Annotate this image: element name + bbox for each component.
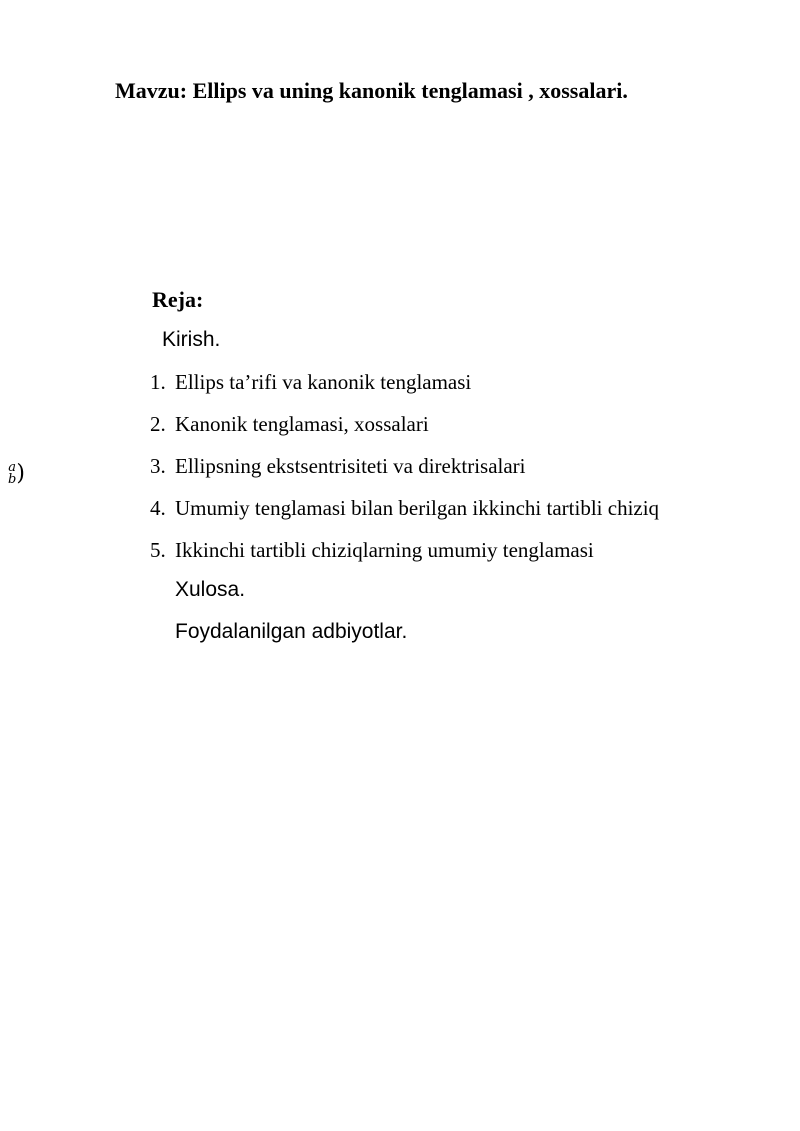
plan-heading: Reja: bbox=[152, 287, 204, 312]
references-item: Foydalanilgan adbiyotlar. bbox=[175, 620, 408, 643]
margin-mark-top: a bbox=[8, 460, 17, 475]
plan-list bbox=[150, 369, 659, 579]
plan-item bbox=[150, 369, 659, 411]
plan-item bbox=[150, 411, 659, 453]
plan-item-text: Umumiy tenglamasi bilan berilgan ikkinchi tartibli chiziq bbox=[175, 496, 660, 520]
margin-mark-brace: ) bbox=[16, 461, 25, 486]
intro-item: Kirish. bbox=[162, 328, 221, 351]
plan-item bbox=[150, 495, 659, 537]
plan-item-number: 3. bbox=[150, 454, 166, 478]
plan-item bbox=[150, 453, 659, 495]
document-title: Mavzu: Ellips va uning kanonik tenglamasi , xossalari. bbox=[115, 78, 628, 103]
plan-item-text: Ikkinchi tartibli chiziqlarning umumiy tenglamasi bbox=[175, 538, 594, 562]
plan-item-number: 1. bbox=[150, 370, 166, 394]
plan-item-text: Ellips ta’rifi va kanonik tenglamasi bbox=[175, 370, 472, 394]
plan-item bbox=[150, 537, 659, 579]
plan-item-number: 5. bbox=[150, 538, 166, 562]
plan-item-number: 2. bbox=[150, 412, 166, 436]
conclusion-item: Xulosa. bbox=[175, 578, 246, 601]
plan-item-number: 4. bbox=[150, 496, 166, 520]
margin-mark-bottom: b bbox=[8, 472, 17, 487]
margin-fraction-mark bbox=[8, 462, 25, 486]
plan-item-text: Ellipsning ekstsentrisiteti va direktrisalari bbox=[175, 454, 526, 478]
plan-item-text: Kanonik tenglamasi, xossalari bbox=[175, 412, 429, 436]
